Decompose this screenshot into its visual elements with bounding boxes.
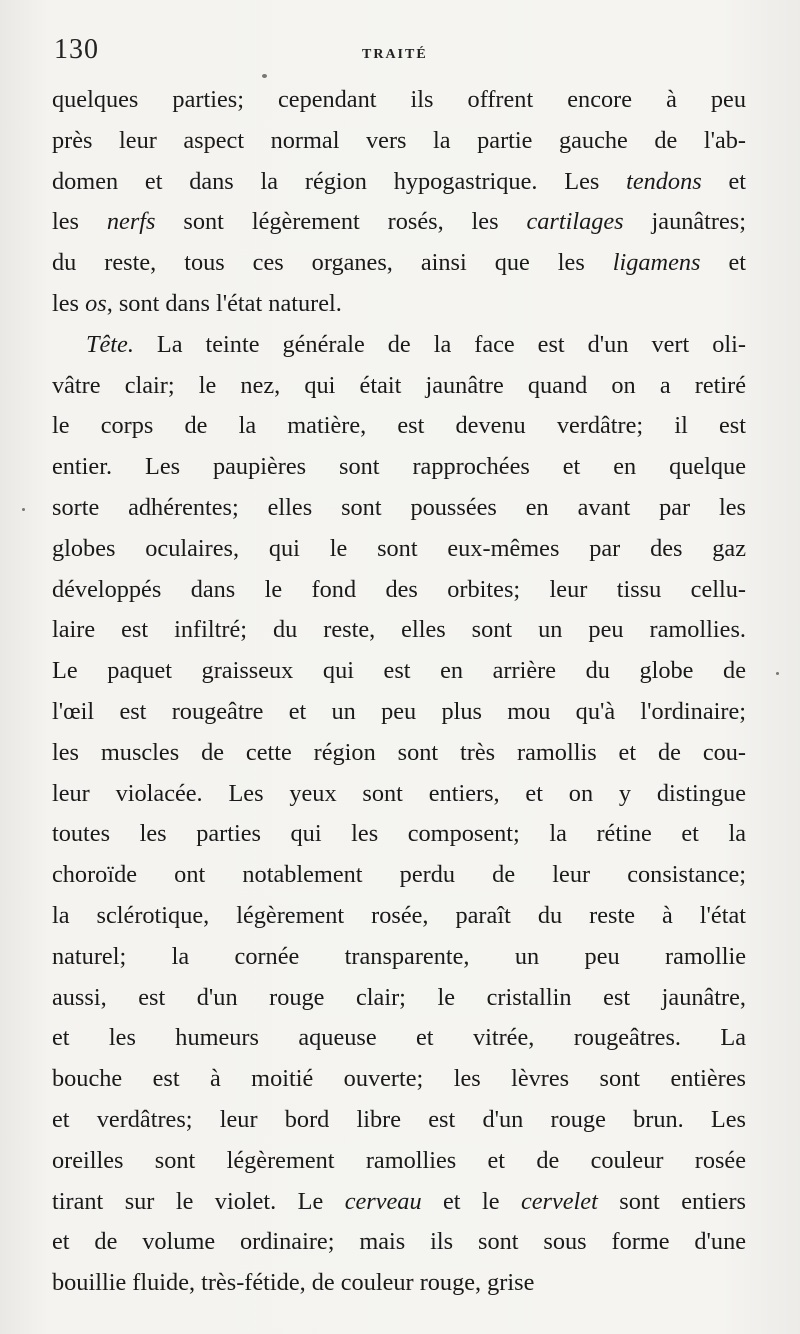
text-run: le corps de la matière, est devenu verdâtre; il est bbox=[52, 412, 746, 440]
text-run: Le paquet graisseux qui est en arrière du globe de bbox=[52, 657, 746, 685]
text-run: aussi, est d'un rouge clair; le cristallin est jaunâtre, bbox=[52, 983, 746, 1011]
text-line bbox=[52, 733, 746, 774]
text-line bbox=[52, 284, 746, 325]
text-run: vâtre clair; le nez, qui était jaunâtre quand on a retiré bbox=[52, 371, 746, 399]
text-run: sont légèrement rosés, les bbox=[155, 208, 527, 236]
text-line bbox=[52, 1100, 746, 1141]
italic-term: cervelet bbox=[520, 1187, 598, 1215]
text-run: et verdâtres; leur bord libre est d'un rouge brun. Les bbox=[52, 1105, 746, 1133]
text-run: bouche est à moitié ouverte; les lèvres sont entières bbox=[52, 1065, 746, 1093]
text-line bbox=[52, 80, 746, 121]
text-run: et de volume ordinaire; mais ils sont sous forme d'une bbox=[52, 1228, 746, 1256]
text-line bbox=[52, 570, 746, 611]
text-run: l'œil est rougeâtre et un peu plus mou qu'à l'ordinaire; bbox=[52, 697, 746, 725]
text-line bbox=[52, 774, 746, 815]
text-run: choroïde ont notablement perdu de leur consistance; bbox=[52, 861, 746, 889]
text-run: développés dans le fond des orbites; leur tissu cellu- bbox=[52, 575, 746, 603]
text-run: et le bbox=[421, 1187, 521, 1215]
italic-term: Tête. bbox=[86, 330, 134, 358]
text-line bbox=[52, 529, 746, 570]
text-line bbox=[52, 406, 746, 447]
text-run: sont entiers bbox=[597, 1187, 746, 1215]
text-run: entier. Les paupières sont rapprochées et en quelque bbox=[52, 453, 746, 481]
text-run: près leur aspect normal vers la partie gauche de l'ab- bbox=[52, 126, 746, 154]
page-number: 130 bbox=[54, 34, 99, 65]
text-run: les bbox=[52, 289, 86, 317]
text-line bbox=[52, 1222, 746, 1263]
text-line bbox=[52, 814, 746, 855]
text-line bbox=[52, 121, 746, 162]
text-run: et les humeurs aqueuse et vitrée, rougeâtres. La bbox=[52, 1024, 746, 1052]
text-line bbox=[52, 610, 746, 651]
text-line bbox=[52, 162, 746, 203]
text-line bbox=[52, 488, 746, 529]
text-line bbox=[52, 366, 746, 407]
text-run: les muscles de cette région sont très ramollis et de cou- bbox=[52, 738, 746, 766]
text-run: du reste, tous ces organes, ainsi que les bbox=[52, 249, 613, 277]
text-line bbox=[52, 692, 746, 733]
print-speck bbox=[262, 74, 267, 78]
text-run: la sclérotique, légèrement rosée, paraît du reste à l'état bbox=[52, 901, 746, 929]
text-line bbox=[52, 1263, 746, 1304]
text-run: , sont dans l'état naturel. bbox=[106, 289, 342, 317]
text-run: quelques parties; cependant ils offrent encore à peu bbox=[52, 86, 746, 113]
text-line bbox=[52, 1182, 746, 1223]
text-run: naturel; la cornée transparente, un peu ramollie bbox=[52, 942, 746, 970]
text-line bbox=[52, 243, 746, 284]
text-line bbox=[52, 896, 746, 937]
italic-term: nerfs bbox=[106, 208, 156, 236]
text-line bbox=[52, 202, 746, 243]
text-run: leur violacée. Les yeux sont entiers, et on y distingue bbox=[52, 779, 746, 807]
text-run: laire est infiltré; du reste, elles sont un peu ramollies. bbox=[52, 616, 746, 644]
text-run: oreilles sont légèrement ramollies et de couleur rosée bbox=[52, 1146, 746, 1174]
text-line bbox=[52, 855, 746, 896]
text-line bbox=[52, 651, 746, 692]
italic-term: cerveau bbox=[344, 1187, 422, 1215]
text-line bbox=[52, 978, 746, 1019]
text-run: bouillie fluide, très-fétide, de couleur rouge, grise bbox=[52, 1269, 535, 1297]
italic-term: ligamens bbox=[612, 249, 701, 277]
italic-term: os bbox=[85, 289, 107, 317]
text-run: et bbox=[700, 249, 746, 277]
body-text bbox=[52, 80, 746, 1304]
text-line bbox=[52, 937, 746, 978]
running-title: TRAITÉ bbox=[362, 47, 428, 62]
text-line bbox=[52, 325, 746, 366]
text-run: sorte adhérentes; elles sont poussées en avant par les bbox=[52, 493, 746, 521]
italic-term: cartilages bbox=[526, 208, 624, 236]
text-run: La teinte générale de la face est d'un vert oli- bbox=[133, 330, 746, 358]
text-run: domen et dans la région hypogastrique. Les bbox=[52, 167, 627, 195]
page-header bbox=[54, 34, 754, 66]
text-run: toutes les parties qui les composent; la rétine et la bbox=[52, 820, 746, 848]
text-line bbox=[52, 1059, 746, 1100]
text-run: globes oculaires, qui le sont eux-mêmes par des gaz bbox=[52, 534, 746, 562]
text-run: les bbox=[52, 208, 107, 236]
text-line bbox=[52, 1018, 746, 1059]
print-speck bbox=[22, 508, 25, 511]
text-run: jaunâtres; bbox=[623, 208, 746, 236]
text-run: et bbox=[701, 167, 747, 195]
text-run: tirant sur le violet. Le bbox=[52, 1187, 345, 1215]
text-line bbox=[52, 1141, 746, 1182]
italic-term: tendons bbox=[626, 167, 702, 195]
print-speck bbox=[776, 672, 779, 675]
text-line bbox=[52, 447, 746, 488]
